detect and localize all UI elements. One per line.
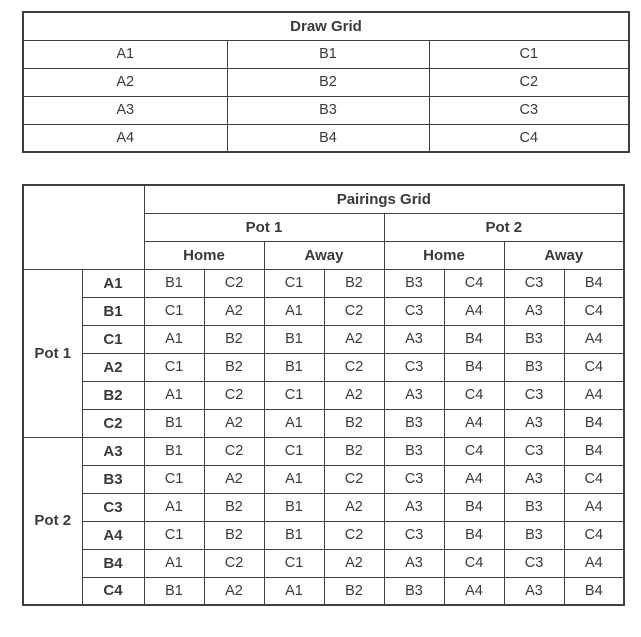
pairing-cell: A1: [144, 325, 204, 353]
pairing-cell: C3: [504, 269, 564, 297]
team-row-label: B1: [82, 297, 144, 325]
pairing-cell: A3: [504, 409, 564, 437]
draw-grid-cell: C2: [429, 68, 629, 96]
pairing-cell: B1: [264, 521, 324, 549]
draw-grid-cell: C4: [429, 124, 629, 152]
pairing-cell: B2: [324, 437, 384, 465]
team-row-label: A3: [82, 437, 144, 465]
pairing-cell: A4: [444, 297, 504, 325]
pairing-cell: C4: [444, 269, 504, 297]
venue-header-home-1: Home: [144, 241, 264, 269]
pairing-cell: C3: [504, 437, 564, 465]
table-row: [23, 381, 624, 409]
pairing-cell: A2: [324, 549, 384, 577]
draw-grid-cell: A4: [23, 124, 227, 152]
table-row: [23, 549, 624, 577]
pairing-cell: C1: [144, 297, 204, 325]
table-row: [23, 68, 629, 96]
pairing-cell: A3: [504, 577, 564, 605]
pairing-cell: A2: [324, 381, 384, 409]
pairing-cell: B1: [144, 409, 204, 437]
team-row-label: A1: [82, 269, 144, 297]
pairing-cell: B3: [384, 409, 444, 437]
pairing-cell: C1: [264, 381, 324, 409]
pairing-cell: A2: [324, 493, 384, 521]
pairings-grid-table: [22, 184, 625, 606]
pairing-cell: C2: [204, 437, 264, 465]
venue-header-home-2: Home: [384, 241, 504, 269]
pairing-cell: B3: [384, 269, 444, 297]
table-row: [23, 521, 624, 549]
pairing-cell: C1: [264, 437, 324, 465]
pairing-cell: B1: [264, 493, 324, 521]
pairing-cell: A1: [264, 409, 324, 437]
draw-grid-title-row: [23, 12, 629, 40]
pairing-cell: C1: [264, 549, 324, 577]
pairing-cell: A2: [204, 577, 264, 605]
venue-header-away-1: Away: [264, 241, 384, 269]
draw-grid-cell: A2: [23, 68, 227, 96]
draw-grid-cell: C3: [429, 96, 629, 124]
pairing-cell: C2: [204, 381, 264, 409]
pairing-cell: B4: [444, 493, 504, 521]
pairing-cell: B4: [444, 325, 504, 353]
pairing-cell: B4: [564, 577, 624, 605]
pairing-cell: C3: [504, 549, 564, 577]
table-row: [23, 493, 624, 521]
pairing-cell: C2: [324, 521, 384, 549]
pairing-cell: A3: [384, 493, 444, 521]
pairing-cell: C3: [384, 353, 444, 381]
draw-grid-cell: B3: [227, 96, 429, 124]
pairing-cell: C3: [504, 381, 564, 409]
table-row: [23, 353, 624, 381]
pairing-cell: B2: [324, 577, 384, 605]
pairing-cell: C1: [144, 521, 204, 549]
table-row: [23, 297, 624, 325]
pairing-cell: B4: [444, 353, 504, 381]
pairing-cell: C4: [564, 353, 624, 381]
table-row: [23, 465, 624, 493]
pairing-cell: B1: [144, 269, 204, 297]
pairing-cell: A3: [384, 549, 444, 577]
pairing-cell: B4: [444, 521, 504, 549]
pairing-cell: A2: [324, 325, 384, 353]
draw-grid-cell: B1: [227, 40, 429, 68]
pairing-cell: C4: [444, 381, 504, 409]
pairing-cell: C1: [144, 353, 204, 381]
pairing-cell: A4: [444, 409, 504, 437]
pairing-cell: A3: [504, 297, 564, 325]
team-row-label: A2: [82, 353, 144, 381]
pairing-cell: B2: [324, 409, 384, 437]
pairing-cell: C1: [264, 269, 324, 297]
team-row-label: B4: [82, 549, 144, 577]
table-row: [23, 96, 629, 124]
pairing-cell: A1: [264, 577, 324, 605]
pairings-corner-cell: [23, 185, 144, 269]
table-row: [23, 577, 624, 605]
pairing-cell: C2: [204, 269, 264, 297]
pairing-cell: A2: [204, 409, 264, 437]
pairing-cell: C2: [324, 297, 384, 325]
pot-column-header-2: Pot 2: [384, 213, 624, 241]
pairing-cell: C2: [324, 465, 384, 493]
pairing-cell: B1: [144, 577, 204, 605]
pairing-cell: B2: [204, 521, 264, 549]
pairing-cell: C1: [144, 465, 204, 493]
pairing-cell: B3: [504, 353, 564, 381]
team-row-label: C2: [82, 409, 144, 437]
pairing-cell: B3: [504, 521, 564, 549]
pot-group-label-1: Pot 1: [23, 269, 82, 437]
pairing-cell: C4: [564, 465, 624, 493]
pairing-cell: C3: [384, 521, 444, 549]
pairing-cell: A2: [204, 465, 264, 493]
draw-grid-cell: A1: [23, 40, 227, 68]
draw-grid-cell: A3: [23, 96, 227, 124]
pairing-cell: A4: [564, 493, 624, 521]
pairing-cell: B1: [264, 325, 324, 353]
team-row-label: B2: [82, 381, 144, 409]
table-row: [23, 437, 624, 465]
pairing-cell: A1: [264, 465, 324, 493]
team-row-label: A4: [82, 521, 144, 549]
pot-group-label-2: Pot 2: [23, 437, 82, 605]
pairing-cell: B1: [264, 353, 324, 381]
team-row-label: C1: [82, 325, 144, 353]
draw-grid-cell: B2: [227, 68, 429, 96]
table-row: [23, 40, 629, 68]
draw-grid-table: [22, 11, 630, 153]
pairing-cell: A4: [564, 549, 624, 577]
table-row: [23, 269, 624, 297]
venue-header-away-2: Away: [504, 241, 624, 269]
team-row-label: C3: [82, 493, 144, 521]
table-row: [23, 409, 624, 437]
pairing-cell: B1: [144, 437, 204, 465]
pairing-cell: B4: [564, 437, 624, 465]
team-row-label: C4: [82, 577, 144, 605]
pairing-cell: B3: [504, 325, 564, 353]
team-row-label: B3: [82, 465, 144, 493]
pairings-grid-title: Pairings Grid: [144, 185, 624, 213]
pairing-cell: C2: [204, 549, 264, 577]
pairing-cell: A4: [444, 465, 504, 493]
pairing-cell: C3: [384, 297, 444, 325]
pairing-cell: A1: [264, 297, 324, 325]
pairing-cell: C2: [324, 353, 384, 381]
pairing-cell: C4: [444, 437, 504, 465]
pairing-cell: C3: [384, 465, 444, 493]
pairings-title-row: [23, 185, 624, 213]
pairing-cell: B4: [564, 409, 624, 437]
pairing-cell: B2: [204, 325, 264, 353]
table-row: [23, 124, 629, 152]
pairing-cell: A4: [564, 381, 624, 409]
draw-grid-title: Draw Grid: [23, 12, 629, 40]
pairing-cell: A4: [564, 325, 624, 353]
pairing-cell: A2: [204, 297, 264, 325]
pairing-cell: B3: [384, 577, 444, 605]
pairing-cell: C4: [444, 549, 504, 577]
pairing-cell: A3: [384, 381, 444, 409]
pot-column-header-1: Pot 1: [144, 213, 384, 241]
pairing-cell: A3: [384, 325, 444, 353]
pairing-cell: B3: [504, 493, 564, 521]
pairing-cell: B2: [204, 353, 264, 381]
pairing-cell: C4: [564, 297, 624, 325]
pairing-cell: A1: [144, 549, 204, 577]
pairing-cell: B3: [384, 437, 444, 465]
table-row: [23, 325, 624, 353]
pairing-cell: B2: [324, 269, 384, 297]
pairing-cell: B4: [564, 269, 624, 297]
pairing-cell: A3: [504, 465, 564, 493]
pairing-cell: A1: [144, 381, 204, 409]
draw-grid-cell: C1: [429, 40, 629, 68]
pairing-cell: A4: [444, 577, 504, 605]
pairing-cell: B2: [204, 493, 264, 521]
draw-grid-cell: B4: [227, 124, 429, 152]
pairing-cell: C4: [564, 521, 624, 549]
pairing-cell: A1: [144, 493, 204, 521]
